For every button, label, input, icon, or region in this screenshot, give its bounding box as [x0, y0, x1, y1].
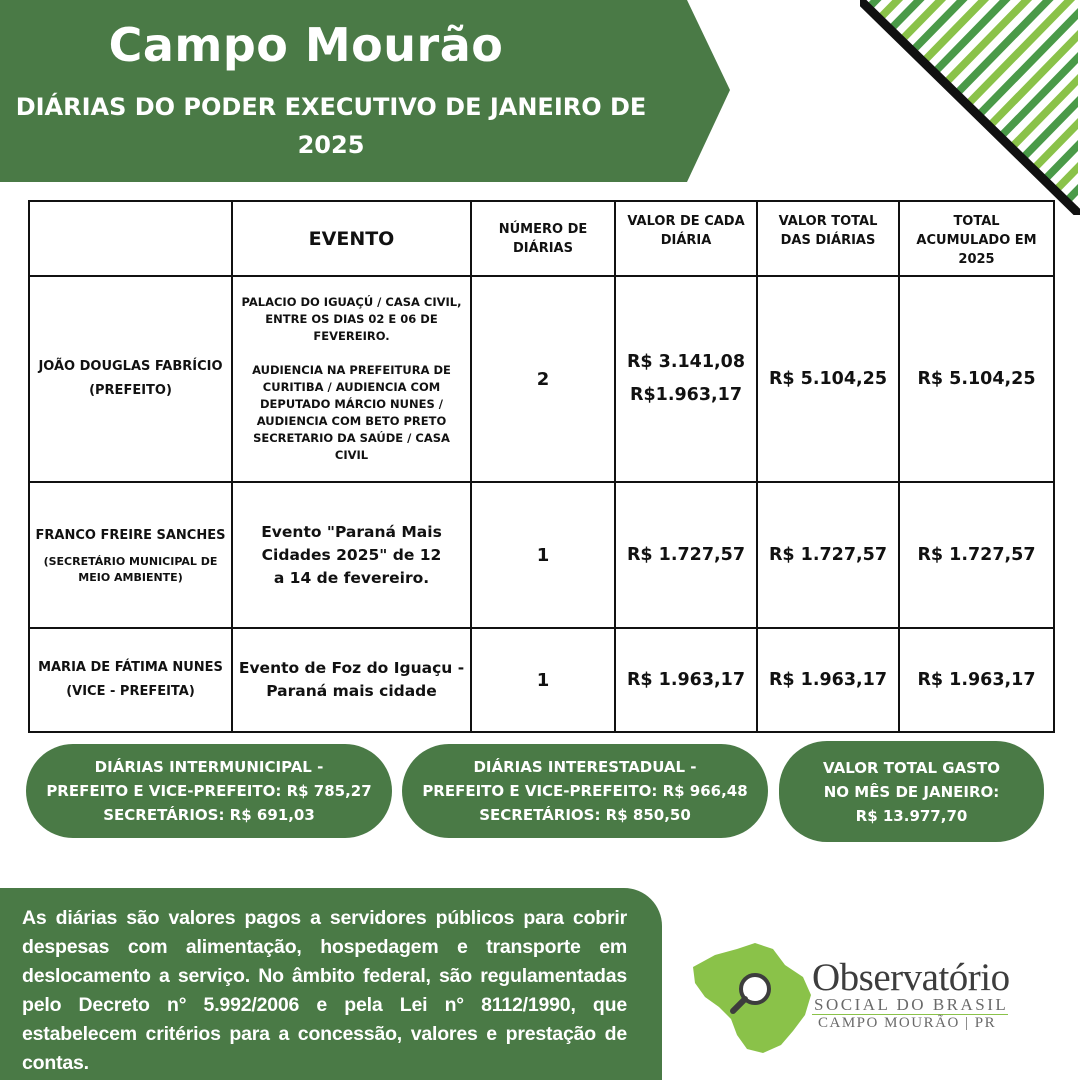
table-row: [29, 628, 1054, 732]
info-text: As diárias são valores pagos a servidores públicos para cobrir despesas com alimentação, hospedagem e transporte em deslocamento a serviço. No âmbito federal, são regulamentadas pelo Decreto n° 5.992/2006 e pela Lei n° 8112/1990, que estabelecem critérios para a concessão, valores e prestação de contas.: [22, 907, 627, 1074]
summary-line: NO MÊS DE JANEIRO:: [823, 782, 1000, 801]
official-role: (VICE - PREFEITA): [66, 684, 195, 699]
table-row: [29, 482, 1054, 628]
count-cell: 1: [471, 482, 615, 628]
header-text: ACUMULADO EM: [916, 233, 1037, 248]
decorative-stripes: [860, 0, 1080, 215]
accumulated-cell: R$ 1.727,57: [899, 482, 1054, 628]
event-text: PALACIO DO IGUAÇÚ / CASA CIVIL, ENTRE OS DIAS 02 E 06 DE FEVEREIRO.: [241, 295, 462, 343]
subtitle-line-2: 2025: [297, 131, 365, 159]
header-text: DAS DIÁRIAS: [780, 233, 876, 248]
summary-line: PREFEITO E VICE-PREFEITO: R$ 966,48: [422, 782, 748, 800]
unit-value: R$1.963,17: [629, 385, 742, 405]
header-text: VALOR TOTAL: [778, 214, 878, 229]
summary-line: DIÁRIAS INTERMUNICIPAL -: [94, 758, 324, 776]
subtitle-line-1: DIÁRIAS DO PODER EXECUTIVO DE JANEIRO DE: [15, 93, 647, 121]
header-text: VALOR DE CADA: [627, 214, 745, 229]
header-evento: EVENTO: [232, 201, 471, 276]
summary-line: SECRETÁRIOS: R$ 691,03: [103, 806, 315, 824]
summary-interestadual: [402, 744, 768, 838]
official-role: (PREFEITO): [89, 383, 172, 398]
summary-line: DIÁRIAS INTERESTADUAL -: [473, 758, 697, 776]
event-cell: Evento "Paraná Mais Cidades 2025" de 12 a 14 de fevereiro.: [232, 482, 471, 628]
count-cell: 2: [471, 276, 615, 482]
header-text: 2025: [958, 252, 995, 267]
official-name: FRANCO FREIRE SANCHES: [35, 528, 226, 543]
info-box: [0, 888, 662, 1080]
official-cell: [29, 628, 232, 732]
logo-location: CAMPO MOURÃO | PR: [818, 1015, 997, 1031]
header-text: NÚMERO DE: [498, 222, 588, 237]
summary-line: VALOR TOTAL GASTO: [823, 758, 1000, 777]
header-total-acumulado: [899, 201, 1054, 276]
header-empty-cell: [29, 201, 232, 276]
header-text: DIÁRIA: [660, 233, 712, 248]
event-cell: [232, 276, 471, 482]
official-cell: [29, 482, 232, 628]
summary-line: R$ 13.977,70: [855, 806, 968, 825]
official-cell: [29, 276, 232, 482]
table-header-row: [29, 201, 1054, 276]
official-name: JOÃO DOUGLAS FABRÍCIO: [38, 359, 223, 374]
count-cell: 1: [471, 628, 615, 732]
summary-line: PREFEITO E VICE-PREFEITO: R$ 785,27: [46, 782, 372, 800]
header-valor-cada: [615, 201, 757, 276]
unit-value-cell: [615, 276, 757, 482]
accumulated-cell: R$ 1.963,17: [899, 628, 1054, 732]
page-subtitle: [0, 88, 662, 164]
total-cell: R$ 1.963,17: [757, 628, 899, 732]
logo-title: Observatório: [812, 956, 1010, 999]
header-valor-total: [757, 201, 899, 276]
summary-total-gasto: [779, 741, 1044, 842]
summary-intermunicipal: [26, 744, 392, 838]
event-text: AUDIENCIA NA PREFEITURA DE CURITIBA / AUDIENCIA COM DEPUTADO MÁRCIO NUNES / AUDIENCIA COM BETO PRETO SECRETARIO DA SAÚDE / CASA CIVIL: [252, 363, 451, 462]
header-numero-diarias: [471, 201, 615, 276]
unit-value: R$ 3.141,08: [626, 352, 746, 372]
unit-value-cell: R$ 1.963,17: [615, 628, 757, 732]
logo-subtitle: SOCIAL DO BRASIL: [814, 995, 1009, 1014]
header-text: DIÁRIAS: [513, 241, 573, 256]
summary-line: SECRETÁRIOS: R$ 850,50: [479, 806, 691, 824]
table-row: [29, 276, 1054, 482]
diarias-table: [28, 200, 1055, 733]
total-cell: R$ 1.727,57: [757, 482, 899, 628]
page-title: Campo Mourão: [108, 18, 504, 72]
accumulated-cell: R$ 5.104,25: [899, 276, 1054, 482]
header-text: TOTAL: [953, 214, 1000, 229]
official-role: (SECRETÁRIO MUNICIPAL DE MEIO AMBIENTE): [43, 555, 218, 584]
event-cell: Evento de Foz do Iguaçu - Paraná mais cidade: [232, 628, 471, 732]
total-cell: R$ 5.104,25: [757, 276, 899, 482]
official-name: MARIA DE FÁTIMA NUNES: [38, 660, 223, 675]
unit-value-cell: R$ 1.727,57: [615, 482, 757, 628]
